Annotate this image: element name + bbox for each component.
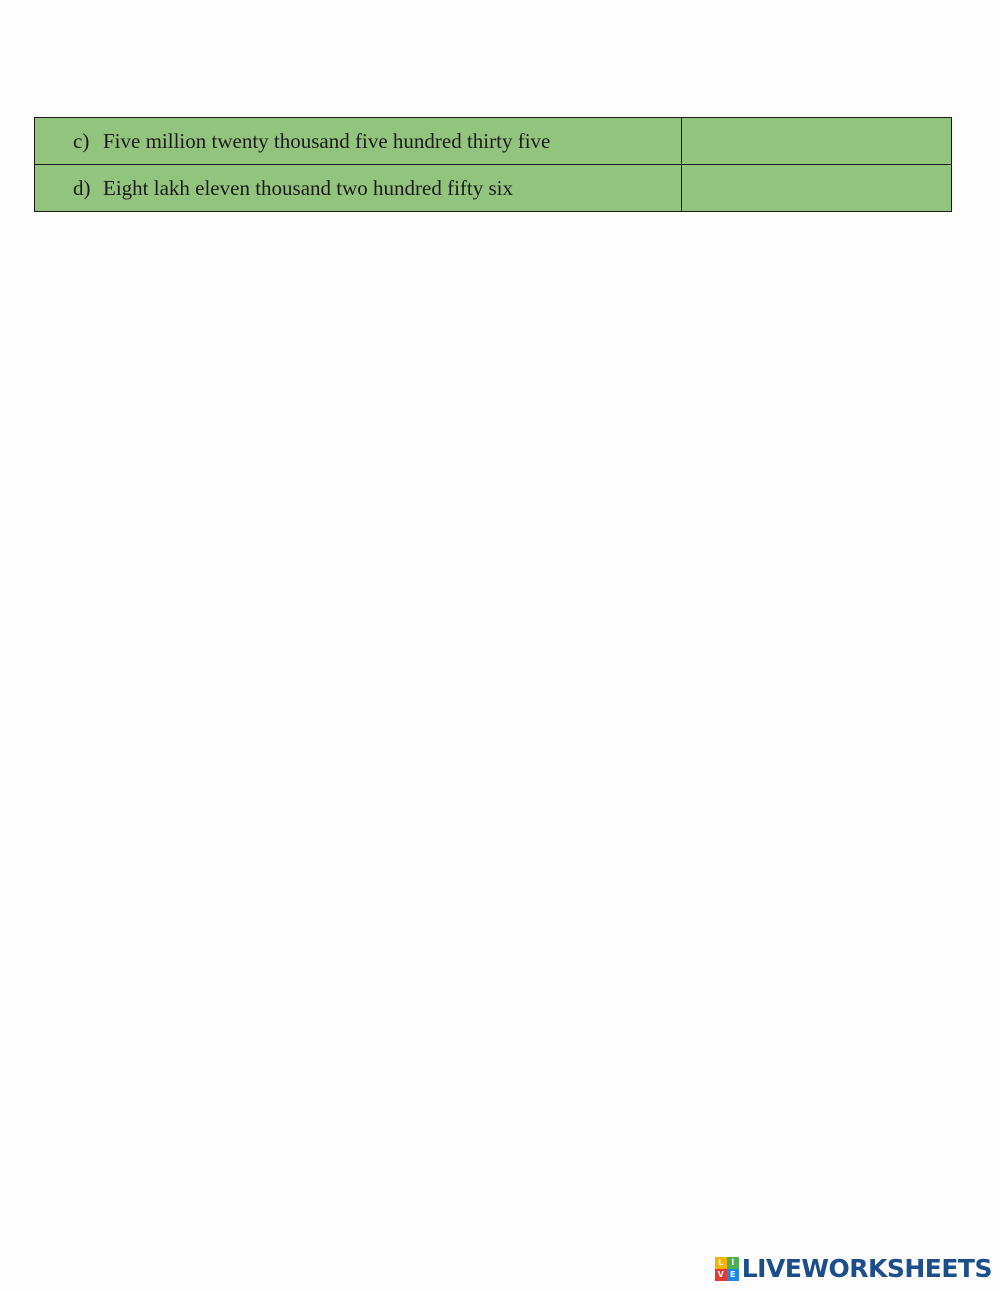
answer-input-c[interactable] [682, 118, 951, 164]
answer-cell [681, 118, 951, 165]
question-label: d) [73, 175, 91, 200]
liveworksheets-logo-icon [715, 1257, 739, 1281]
logo-icon-letter: E [727, 1269, 739, 1281]
worksheet-table [34, 117, 952, 212]
table-row [35, 118, 952, 165]
question-text: Five million twenty thousand five hundred thirty five [103, 128, 551, 153]
liveworksheets-logo-text: LIVEWORKSHEETS [741, 1254, 992, 1283]
answer-input-d[interactable] [682, 165, 951, 211]
answer-cell [681, 165, 951, 212]
logo-icon-letter: I [727, 1257, 739, 1269]
logo-icon-letter: L [715, 1257, 727, 1269]
question-cell [35, 118, 682, 165]
question-label: c) [73, 128, 90, 153]
question-cell [35, 165, 682, 212]
question-text: Eight lakh eleven thousand two hundred fifty six [103, 175, 514, 200]
logo-icon-letter: V [715, 1269, 727, 1281]
table-row [35, 165, 952, 212]
liveworksheets-logo[interactable] [715, 1255, 992, 1283]
